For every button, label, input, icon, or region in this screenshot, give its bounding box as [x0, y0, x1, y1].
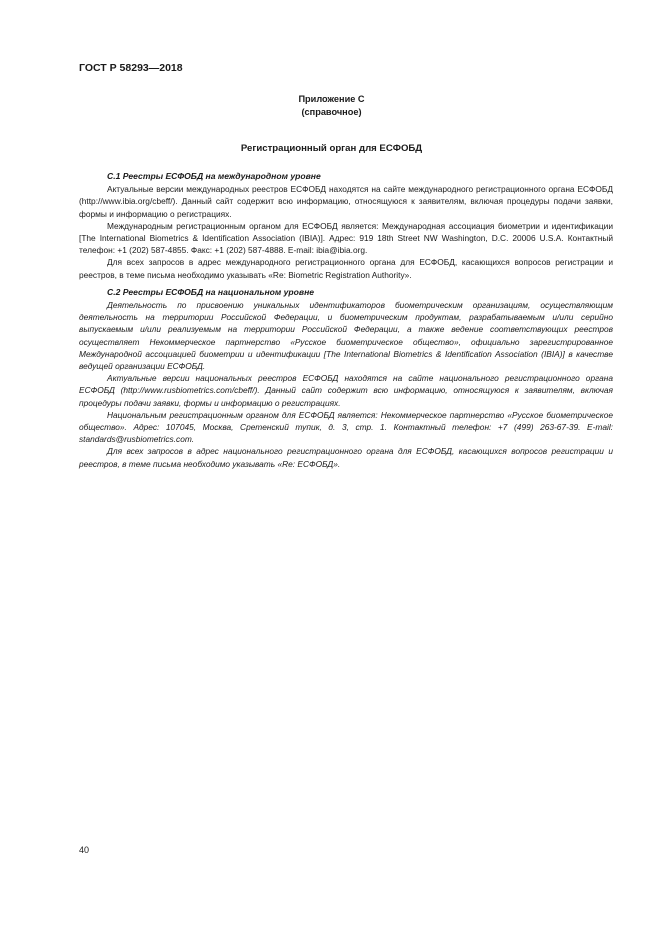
- standard-code: ГОСТ Р 58293—2018: [79, 62, 183, 74]
- paragraph: Актуальные версии международных реестров ЕСФОБД находятся на сайте международного регистрационного органа ЕСФОБД (http://www.ibia.org/cbeff/). Данный сайт содержит всю информацию, относящуюся к заявителям, включая процедуры подачи заявки, формы и информацию о регистрациях.: [79, 184, 613, 219]
- annex-header: [79, 93, 584, 118]
- paragraph: Актуальные версии национальных реестров ЕСФОБД находятся на сайте национального регистрационного органа ЕСФОБД (http://www.rusbiometrics.com/cbeff/). Данный сайт содержит всю информацию, относящуюся к заявителям, включая процедуры подачи заявки, формы и информацию о регистрациях.: [79, 373, 613, 408]
- paragraph: Международным регистрационным органом для ЕСФОБД является: Международная ассоциация биометрии и идентификации [The International Biometrics & Identification Association (IBIA)]. Адрес: 919 18th Street NW Washington, D.C. 20006 U.S.A. Контактный телефон: +1 (202) 587-4855. Факс: +1 (202) 587-4888. E-mail: ibia@ibia.org.: [79, 220, 613, 256]
- paragraph: Национальным регистрационным органом для ЕСФОБД является: Некоммерческое партнерство «Русское биометрическое общество». Адрес: 107045, Москва, Сретенский тупик, д. 3, стр. 1. Контактный телефон: +7 (499) 263-67-39. E-mail: standards@rusbiometrics.com.: [79, 409, 613, 445]
- annex-type: (справочное): [301, 106, 362, 117]
- paragraph: Для всех запросов в адрес международного регистрационного органа для ЕСФОБД, касающихся вопросов регистрации и реестров, в теме письма необходимо указывать «Re: Biometric Registration Authority».: [79, 257, 613, 280]
- annex-label: Приложение С: [298, 94, 365, 104]
- annex-title: Регистрационный орган для ЕСФОБД: [240, 143, 423, 154]
- section-national: [79, 286, 613, 470]
- section-heading: С.2 Реестры ЕСФОБД на национальном уровне: [107, 286, 315, 297]
- paragraph: Деятельность по присвоению уникальных идентификаторов биометрическим организациям, осуществляющим деятельность на территории Российской Федерации, и биометрическим продуктам, разрабатываемым и/или серийно выпускаемым и/или реализуемым на территории Российской Федерации, а также ведение соответствующих реестров осуществляет Некоммерческое партнерство «Русское биометрическое общество», официально зарегистрированное Международной ассоциацией биометрии и идентификации [The International Biometrics & Identification Association (IBIA)] в качестве ведущей организации ЕСФОБД.: [79, 300, 613, 372]
- section-heading: С.1 Реестры ЕСФОБД на международном уровне: [107, 171, 321, 181]
- document-body: [79, 170, 613, 470]
- page-number: 40: [79, 845, 90, 855]
- paragraph: Для всех запросов в адрес национального регистрационного органа для ЕСФОБД, касающихся вопросов регистрации и реестров, в теме письма необходимо указывать «Re: ЕСФОБД».: [79, 446, 613, 469]
- section-international: [79, 170, 613, 281]
